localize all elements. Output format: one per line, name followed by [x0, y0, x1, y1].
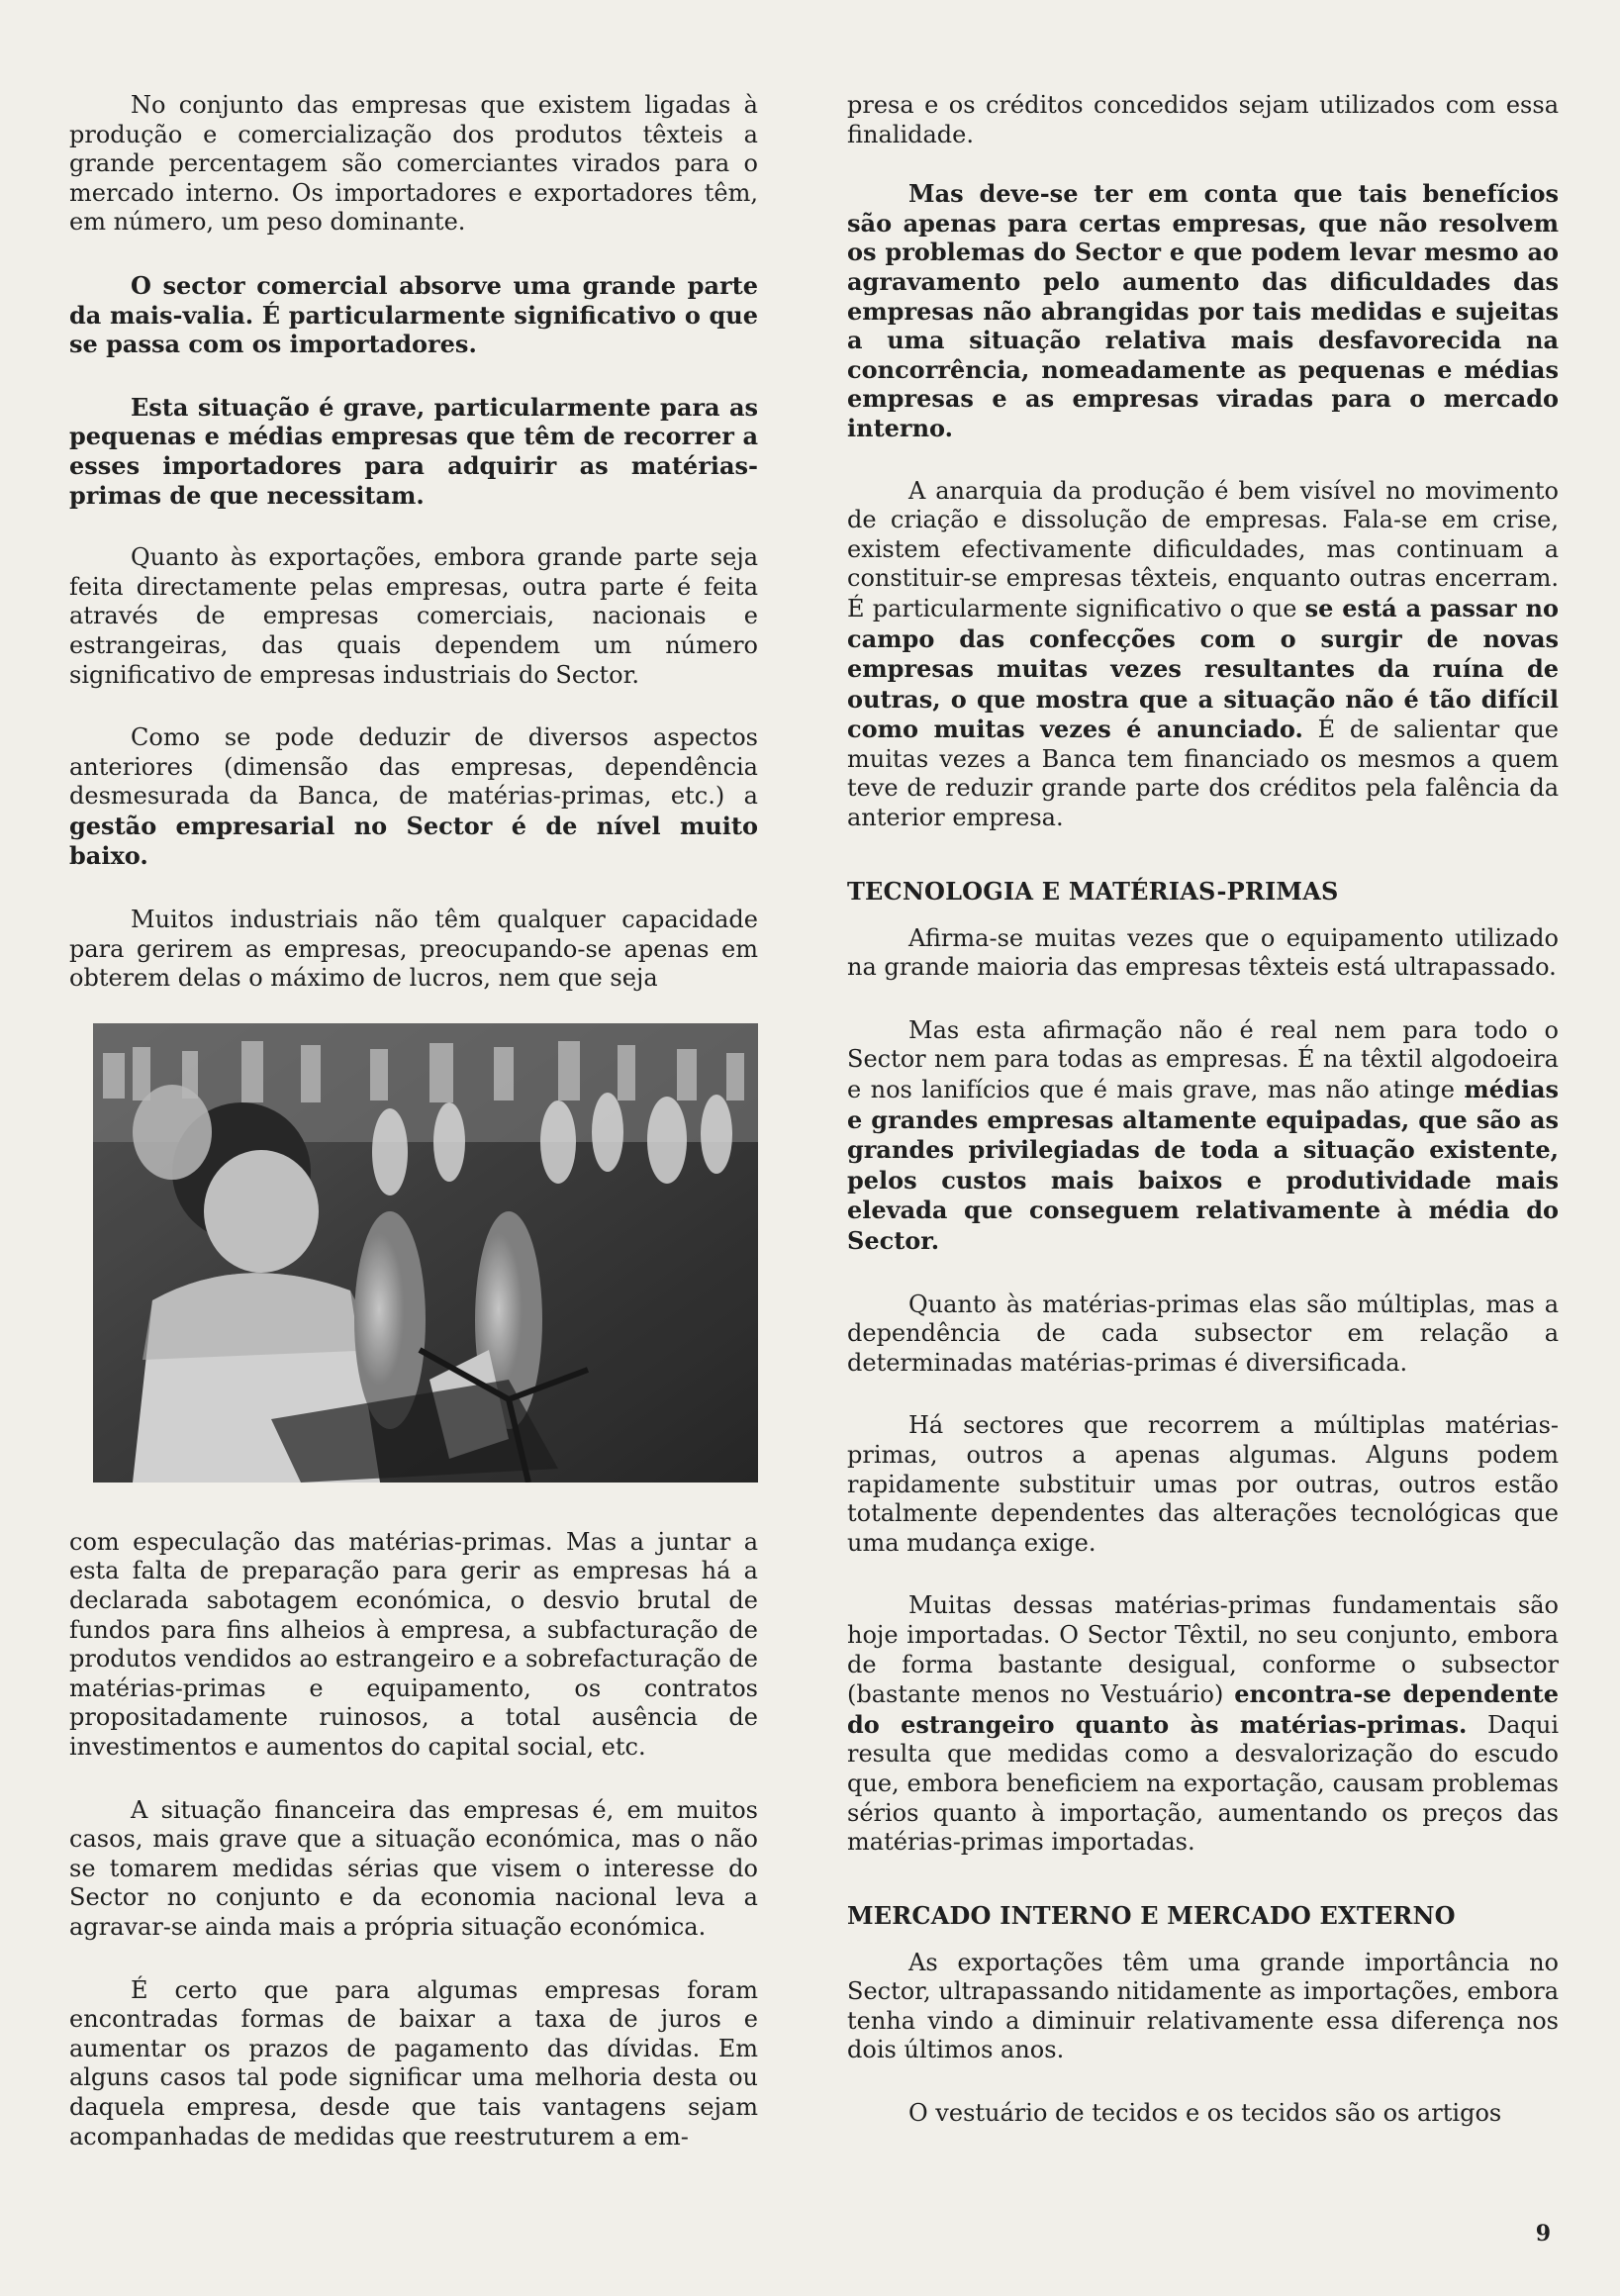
paragraph-bold: Mas deve-se ter em conta que tais benefícios são apenas para certas empresas, que não resolvem os problemas do Sector e que podem levar mesmo ao agravamento pelo aumento das dificuldades das empresas não abrangidas por tais medidas e sujeitas a uma situação relativa mais desfavorecida na concorrência, nomeadamente as pequenas e médias empresas e as empresas viradas para o mercado interno.: [847, 179, 1559, 442]
paragraph-bold: Esta situação é grave, particularmente para as pequenas e médias empresas que têm de recorrer a esses importadores para adquirir as matérias-primas de que necessitam.: [69, 392, 758, 510]
paragraph: O vestuário de tecidos e os tecidos são os artigos: [908, 2099, 1502, 2128]
paragraph-text: Como se pode deduzir de diversos aspectos anteriores (dimensão das empresas, dependência desmesurada da Banca, de matérias-primas, etc.) a: [69, 723, 758, 811]
paragraph: As exportações têm uma grande importância no Sector, ultrapassando nitidamente as importações, embora tenha vindo a diminuir relativamente essa diferença nos dois últimos anos.: [847, 1948, 1559, 2064]
paragraph: com especulação das matérias-primas. Mas a juntar a esta falta de preparação para gerir as empresas há a declarada sabotagem económica, o desvio brutal de fundos para fins alheios à empresa, a subfacturação de produtos vendidos ao estrangeiro e a sobrefacturação de matérias-primas e equipamento, os contratos propositadamente ruinosos, a total ausência de investimentos e aumentos do capital social, etc.: [69, 1527, 758, 1761]
paragraph: No conjunto das empresas que existem ligadas à produção e comercialização dos produtos têxteis a grande percentagem são comerciantes virados para o mercado interno. Os importadores e exportadores têm, em número, um peso dominante.: [69, 91, 758, 237]
paragraph-emphasis: se está a passar no campo das confecções com o surgir de novas empresas muitas vezes resultantes da ruína de outras, o que mostra que a situação não é tão difícil como muitas vezes é anunciado.: [847, 593, 1560, 744]
paragraph: presa e os créditos concedidos sejam utilizados com essa finalidade.: [847, 91, 1559, 148]
paragraph: A situação financeira das empresas é, em muitos casos, mais grave que a situação económica, mas o não se tomarem medidas sérias que visem o interesse do Sector no conjunto e da economia nacional leva a agravar-se ainda mais a própria situação económica.: [69, 1795, 758, 1941]
paragraph-text: Mas esta afirmação não é real nem para todo o Sector nem para todas as empresas. É na têxtil algodoeira e nos lanifícios que é mais grave, mas não atinge: [847, 1015, 1559, 1104]
paragraph: Afirma-se muitas vezes que o equipamento utilizado na grande maioria das empresas têxteis está ultrapassado.: [847, 923, 1559, 982]
paragraph-text: A anarquia da produção é bem visível no movimento de criação e dissolução de empresas. Fala-se em crise, existem efectivamente dificuldades, mas continuam a constituir-se empresas têxteis, enquanto outras encerram. É particularmente significativo o que: [847, 476, 1559, 622]
left-column: [69, 91, 758, 2185]
paragraph: [847, 477, 1559, 833]
paragraph-text: Muitas dessas matérias-primas fundamentais são hoje importadas. O Sector Têxtil, no seu conjunto, embora de forma bastante desigual, conforme o subsector (bastante menos no Vestuário): [847, 1591, 1559, 1709]
paragraph-text: É de salientar que muitas vezes a Banca tem financiado os mesmos a quem teve de reduzir grande parte dos créditos pela falência da anterior empresa.: [847, 716, 1559, 832]
paragraph-emphasis: encontra-se dependente do estrangeiro quanto às matérias-primas.: [847, 1679, 1559, 1739]
right-column: [847, 91, 1559, 2162]
paragraph: [69, 723, 758, 872]
paragraph-bold: O sector comercial absorve uma grande parte da mais-valia. É particularmente significativo o que se passa com os importadores.: [69, 270, 758, 359]
paragraph: Quanto às exportações, embora grande parte seja feita directamente pelas empresas, outra parte é feita através de empresas comerciais, nacionais e estrangeiras, das quais dependem um número significativo de empresas industriais do Sector.: [69, 543, 758, 689]
paragraph: Muitos industriais não têm qualquer capacidade para gerirem as empresas, preocupando-se apenas em obterem delas o máximo de lucros, nem que seja: [69, 906, 758, 993]
paragraph-emphasis: gestão empresarial no Sector é de nível muito baixo.: [69, 811, 758, 871]
section-heading: MERCADO INTERNO E MERCADO EXTERNO: [847, 1900, 1456, 1930]
paragraph: É certo que para algumas empresas foram encontradas formas de baixar a taxa de juros e aumentar os prazos de pagamento das dívidas. Em alguns casos tal pode significar uma melhoria desta ou daquela empresa, desde que tais vantagens sejam acompanhadas de medidas que reestruturem a em-: [69, 1975, 758, 2151]
paragraph: Há sectores que recorrem a múltiplas matérias-primas, outros a apenas algumas. Alguns podem rapidamente substituir umas por outras, outros estão totalmente dependentes das alterações tecnológicas que uma mudança exige.: [847, 1411, 1559, 1557]
paragraph: Quanto às matérias-primas elas são múltiplas, mas a dependência de cada subsector em relação a determinadas matérias-primas é diversificada.: [847, 1290, 1559, 1377]
paragraph: [847, 1591, 1559, 1857]
paragraph-text: Daqui resulta que medidas como a desvalorização do escudo que, embora beneficiem na exportação, causam problemas sérios quanto à importação, aumentando os preços das matérias-primas importadas.: [847, 1710, 1559, 1857]
photo-image: [93, 1023, 758, 1483]
section-heading: TECNOLOGIA E MATÉRIAS-PRIMAS: [847, 876, 1339, 906]
paragraph-emphasis: médias e grandes empresas altamente equipadas, que são as grandes privilegiadas de toda a situação existente, pelos custos mais baixos e produtividade mais elevada que conseguem relativamente à média do Sector.: [847, 1075, 1559, 1255]
paragraph: [847, 1016, 1559, 1257]
factory-workers-photo: [93, 1023, 758, 1483]
page-number: 9: [1535, 2221, 1551, 2247]
